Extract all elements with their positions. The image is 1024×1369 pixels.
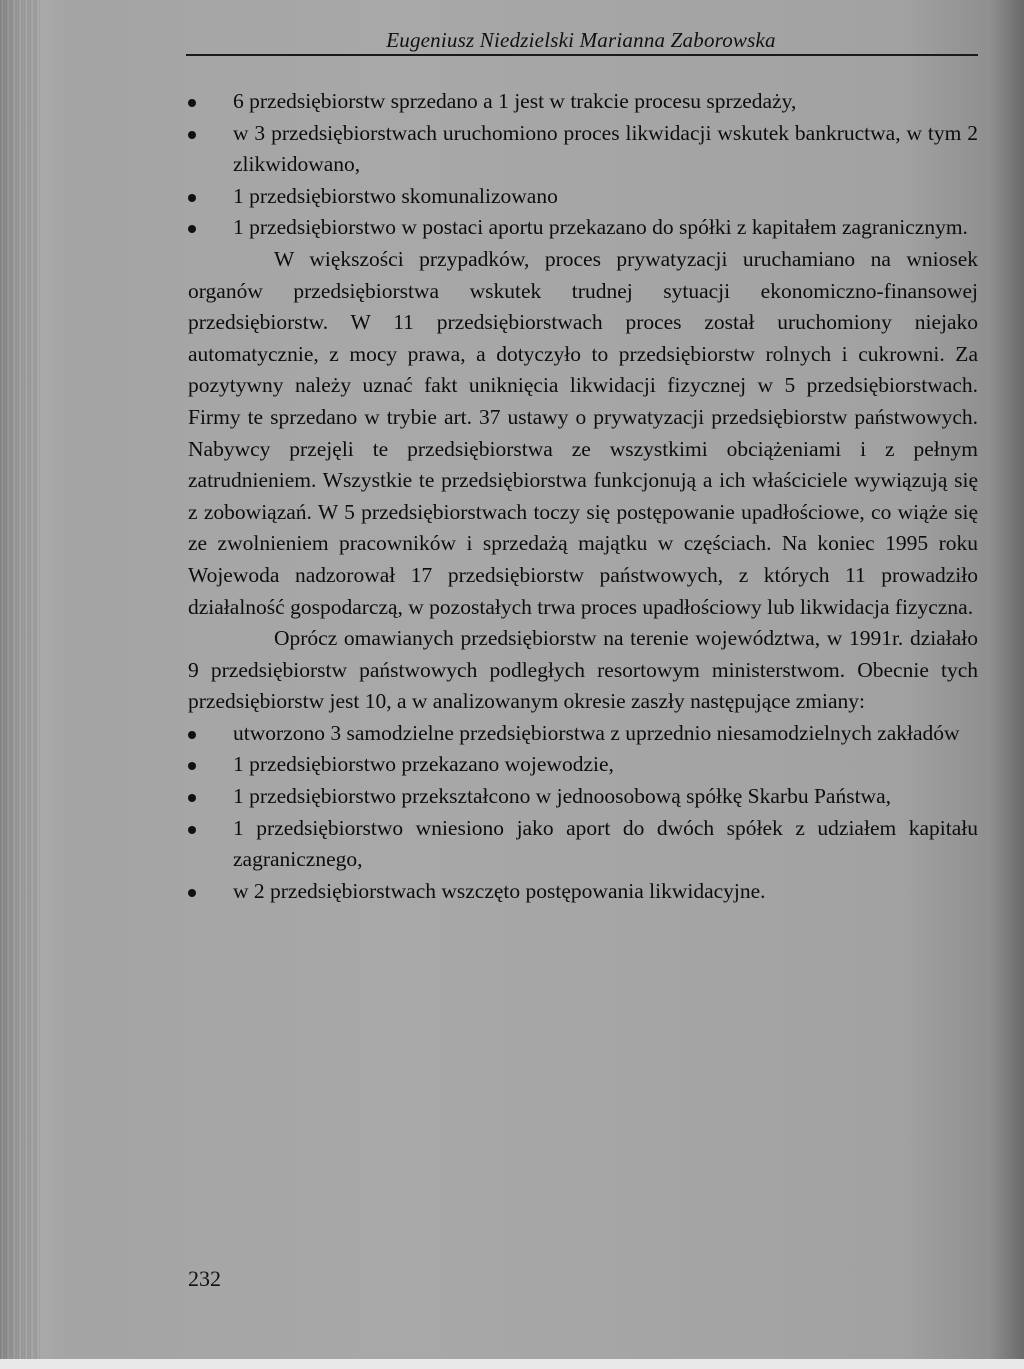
- bullet-icon: [188, 99, 196, 107]
- bullet-text: 6 przedsiębiorstw sprzedano a 1 jest w trakcie procesu sprzedaży,: [233, 89, 797, 113]
- bullet-icon: [188, 762, 196, 770]
- bullet-text: w 2 przedsiębiorstwach wszczęto postępowania likwidacyjne.: [233, 878, 766, 903]
- page-number: 232: [188, 1266, 221, 1291]
- bullet-item: [188, 749, 978, 781]
- bullet-item: [188, 718, 978, 750]
- bullet-text: 1 przedsiębiorstwo w postaci aportu przekazano do spółki z kapitałem zagranicznym.: [233, 215, 968, 240]
- scan-bottom-strip: [0, 1359, 1024, 1369]
- bullet-text: 1 przedsiębiorstwo wniesiono jako aport do dwóch spółek z udziałem kapitału zagranicznego,: [233, 815, 978, 872]
- bullet-item: [188, 813, 978, 876]
- bullet-icon: [188, 225, 196, 233]
- body-paragraph: Oprócz omawianych przedsiębiorstw na terenie województwa, w 1991r. działało 9 przedsiębiorstw państwowych podległych resortowym ministerstwom. Obecnie tych przedsiębiorstw jest 10, a w analizowanym okresie zaszły następujące zmiany:: [188, 626, 978, 714]
- running-header-authors: Eugeniusz Niedzielski Marianna Zaborowska: [386, 28, 776, 52]
- bullet-icon: [188, 131, 196, 139]
- bullet-text: w 3 przedsiębiorstwach uruchomiono proces likwidacji wskutek bankructwa, w tym 2 zlikwidowano,: [233, 120, 978, 177]
- page-body: [188, 86, 978, 907]
- bullet-icon: [188, 194, 196, 202]
- page-stack-edge: [0, 0, 40, 1369]
- bullet-icon: [188, 794, 196, 802]
- bullet-item: [188, 781, 978, 813]
- bullet-text: 1 przedsiębiorstwo przekazano wojewodzie,: [233, 752, 614, 777]
- body-paragraph: W większości przypadków, proces prywatyzacji uruchamiano na wniosek organów przedsiębiorstwa wskutek trudnej sytuacji ekonomiczno-finansowej przedsiębiorstw. W 11 przedsiębiorstwach proces został uruchomiony niejako automatycznie, z mocy prawa, a dotyczyło to przedsiębiorstw rolnych i cukrowni. Za pozytywny należy uznać fakt uniknięcia likwidacji fizycznej w 5 przedsiębiorstwach. Firmy te sprzedano w trybie art. 37 ustawy o prywatyzacji przedsiębiorstw państwowych. Nabywcy przejęli te przedsiębiorstwa ze wszystkimi obciążeniami i z pełnym zatrudnieniem. Wszystkie te przedsiębiorstwa funkcjonują a ich właściciele wywiązują się z zobowiązań. W 5 przedsiębiorstwach toczy się postępowanie upadłościowe, co wiąże się ze zwolnieniem pracowników i sprzedażą majątku w częściach. Na koniec 1995 roku Wojewoda nadzorował 17 przedsiębiorstw państwowych, z których 11 prowadziło działalność gospodarczą, w pozostałych trwa proces upadłościowy lub likwidacja fizyczna.: [188, 246, 978, 619]
- bullet-item: [188, 876, 978, 908]
- bullet-item: [188, 118, 978, 181]
- bullet-icon: [188, 889, 196, 897]
- bullet-icon: [188, 731, 196, 739]
- bullet-text: utworzono 3 samodzielne przedsiębiorstwa z uprzednio niesamodzielnych zakładów: [233, 720, 960, 745]
- bullet-item: [188, 86, 978, 118]
- bullet-item: [188, 212, 978, 244]
- bullet-text: 1 przedsiębiorstwo skomunalizowano: [233, 183, 558, 208]
- bullet-item: [188, 181, 978, 213]
- header-rule: [186, 54, 978, 56]
- bullet-icon: [188, 826, 196, 834]
- bullet-text: 1 przedsiębiorstwo przekształcono w jednoosobową spółkę Skarbu Państwa,: [233, 784, 891, 809]
